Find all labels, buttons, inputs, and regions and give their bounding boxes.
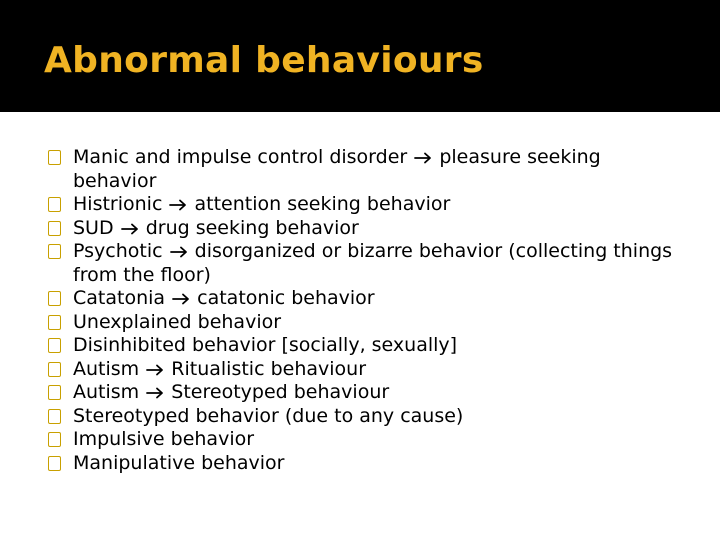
list-item bbox=[48, 287, 688, 311]
list-item bbox=[48, 452, 688, 476]
checkbox-bullet-icon bbox=[48, 291, 61, 306]
list-item-text bbox=[73, 405, 688, 429]
list-item bbox=[48, 334, 688, 358]
list-item-text bbox=[73, 358, 688, 382]
arrow-right-icon bbox=[146, 387, 164, 399]
list-item-text bbox=[73, 334, 688, 358]
item-text: Unexplained behavior bbox=[73, 310, 282, 333]
item-behavior: pleasure seeking behavior bbox=[73, 146, 601, 192]
checkbox-bullet-icon bbox=[48, 150, 61, 165]
item-condition: Autism bbox=[73, 357, 140, 380]
title-bar bbox=[0, 0, 720, 112]
list-item-text bbox=[73, 428, 688, 452]
item-text: Manipulative behavior bbox=[73, 451, 285, 474]
item-condition: Catatonia bbox=[73, 287, 166, 309]
list-item-text bbox=[73, 311, 688, 335]
checkbox-bullet-icon bbox=[48, 221, 61, 236]
list-item bbox=[48, 240, 688, 287]
item-text: Impulsive behavior bbox=[73, 428, 255, 450]
slide-title: Abnormal behaviours bbox=[44, 40, 484, 81]
list-item bbox=[48, 217, 688, 241]
item-condition: Histrionic bbox=[73, 193, 163, 215]
arrow-right-icon bbox=[146, 364, 164, 376]
arrow-right-icon bbox=[172, 293, 190, 305]
item-behavior: Ritualistic behaviour bbox=[171, 357, 367, 380]
list-item bbox=[48, 358, 688, 382]
list-item-text bbox=[73, 193, 688, 217]
list-item bbox=[48, 311, 688, 335]
list-item bbox=[48, 146, 688, 193]
checkbox-bullet-icon bbox=[48, 197, 61, 212]
item-condition: SUD bbox=[73, 216, 114, 239]
arrow-right-icon bbox=[414, 152, 432, 164]
checkbox-bullet-icon bbox=[48, 456, 61, 471]
item-behavior: disorganized or bizarre behavior (collecting things from the floor) bbox=[73, 240, 673, 286]
list-item bbox=[48, 428, 688, 452]
arrow-right-icon bbox=[170, 246, 188, 258]
item-condition: Psychotic bbox=[73, 240, 163, 262]
item-behavior: catatonic behavior bbox=[197, 287, 375, 309]
checkbox-bullet-icon bbox=[48, 432, 61, 447]
item-condition: Manic and impulse control disorder bbox=[73, 146, 408, 168]
list-item-text bbox=[73, 240, 688, 287]
item-condition: Autism bbox=[73, 381, 140, 403]
list-item-text bbox=[73, 217, 688, 241]
checkbox-bullet-icon bbox=[48, 315, 61, 330]
list-item bbox=[48, 193, 688, 217]
list-item-text bbox=[73, 452, 688, 476]
item-text: Stereotyped behavior (due to any cause) bbox=[73, 404, 464, 427]
list-item-text bbox=[73, 146, 688, 193]
list-item bbox=[48, 381, 688, 405]
item-behavior: drug seeking behavior bbox=[145, 216, 359, 239]
checkbox-bullet-icon bbox=[48, 244, 61, 259]
list-item-text bbox=[73, 287, 688, 311]
item-behavior: attention seeking behavior bbox=[194, 193, 451, 215]
list-item-text bbox=[73, 381, 688, 405]
arrow-right-icon bbox=[121, 223, 139, 235]
checkbox-bullet-icon bbox=[48, 409, 61, 424]
checkbox-bullet-icon bbox=[48, 338, 61, 353]
arrow-right-icon bbox=[169, 199, 187, 211]
checkbox-bullet-icon bbox=[48, 362, 61, 377]
item-text: Disinhibited behavior [socially, sexually] bbox=[73, 334, 458, 356]
list-item bbox=[48, 405, 688, 429]
checkbox-bullet-icon bbox=[48, 385, 61, 400]
bullet-list bbox=[48, 146, 688, 475]
item-behavior: Stereotyped behaviour bbox=[171, 381, 390, 403]
